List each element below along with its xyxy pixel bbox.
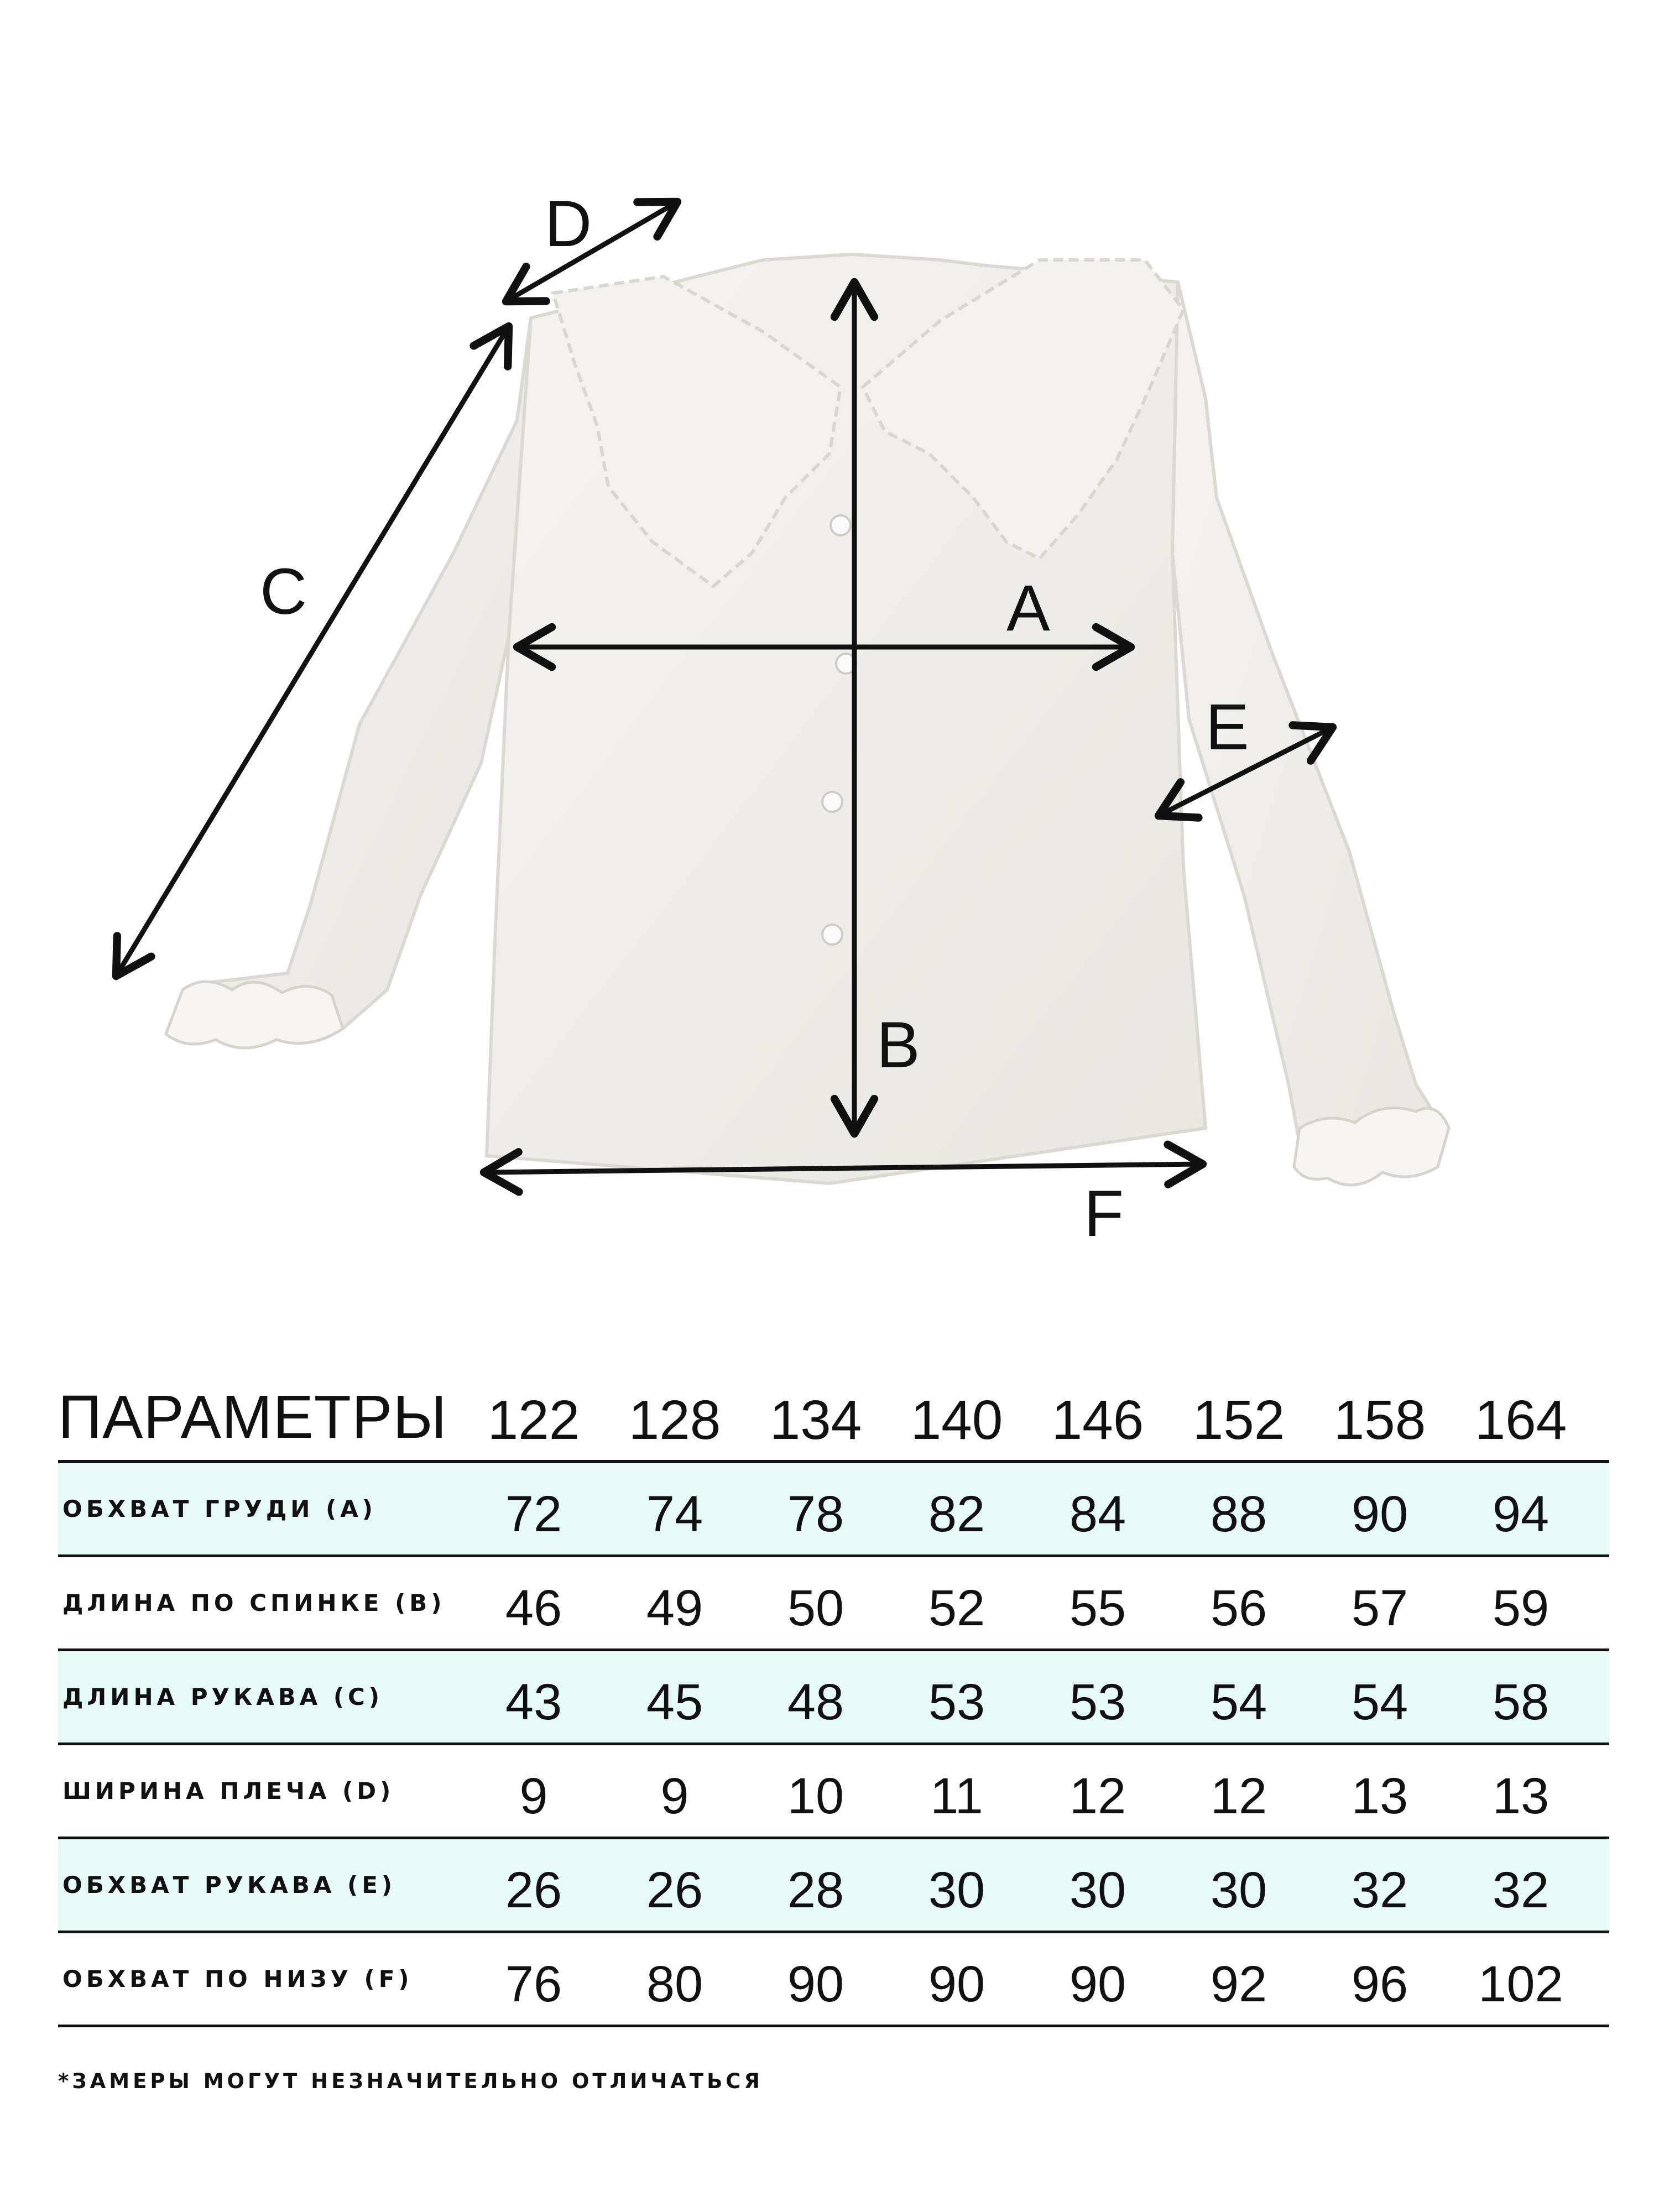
table-cell: 30 [928, 1862, 985, 1918]
table-cell: 53 [1069, 1674, 1126, 1730]
row-label: ДЛИНА РУКАВА (C) [62, 1683, 384, 1710]
table-cell: 9 [519, 1768, 548, 1824]
table-cell: 13 [1492, 1768, 1550, 1824]
row-label: ДЛИНА ПО СПИНКЕ (B) [62, 1589, 446, 1616]
table-cell: 90 [928, 1956, 985, 2012]
table-cell: 26 [505, 1862, 562, 1918]
table-cell: 90 [787, 1956, 844, 2012]
table-cell: 82 [928, 1486, 985, 1542]
table-cell: 32 [1351, 1862, 1408, 1918]
table-row [58, 1839, 1609, 1933]
size-header: 146 [1051, 1389, 1144, 1451]
measurement-disclaimer: *ЗАМЕРЫ МОГУТ НЕЗНАЧИТЕЛЬНО ОТЛИЧАТЬСЯ [58, 2069, 763, 2093]
size-header: 134 [769, 1389, 862, 1451]
table-cell: 72 [505, 1486, 562, 1542]
table-cell: 52 [928, 1580, 985, 1636]
table-cell: 45 [646, 1674, 703, 1730]
size-table [58, 1377, 1609, 2027]
table-cell: 43 [505, 1674, 562, 1730]
table-cell: 92 [1210, 1956, 1267, 2012]
table-cell: 54 [1351, 1674, 1408, 1730]
table-cell: 94 [1492, 1486, 1550, 1542]
table-row [58, 1557, 1609, 1651]
table-cell: 84 [1069, 1486, 1126, 1542]
table-row [58, 1745, 1609, 1839]
table-cell: 54 [1210, 1674, 1267, 1730]
table-cell: 28 [787, 1862, 844, 1918]
table-row [58, 1651, 1609, 1745]
table-cell: 76 [505, 1956, 562, 2012]
table-cell: 59 [1492, 1580, 1550, 1636]
table-cell: 26 [646, 1862, 703, 1918]
row-label: ОБХВАТ РУКАВА (E) [62, 1871, 397, 1898]
size-header: 140 [910, 1389, 1003, 1451]
table-cell: 90 [1069, 1956, 1126, 2012]
label-a: A [1006, 572, 1050, 645]
table-cell: 10 [787, 1768, 844, 1824]
table-cell: 53 [928, 1674, 985, 1730]
label-d: D [545, 187, 592, 260]
table-cell: 12 [1069, 1768, 1126, 1824]
table-cell: 30 [1069, 1862, 1126, 1918]
table-cell: 102 [1478, 1956, 1563, 2012]
table-cell: 58 [1492, 1674, 1550, 1730]
button-1 [831, 515, 851, 535]
table-cell: 13 [1351, 1768, 1408, 1824]
button-4 [822, 925, 842, 945]
table-cell: 32 [1492, 1862, 1550, 1918]
size-header: 122 [487, 1389, 580, 1451]
table-cell: 9 [660, 1768, 689, 1824]
table-cell: 88 [1210, 1486, 1267, 1542]
table-row [58, 1463, 1609, 1557]
button-3 [822, 792, 842, 812]
table-cell: 96 [1351, 1956, 1408, 2012]
table-cell: 78 [787, 1486, 844, 1542]
table-cell: 30 [1210, 1862, 1267, 1918]
left-cuff [166, 982, 343, 1048]
table-cell: 49 [646, 1580, 703, 1636]
size-header: 152 [1192, 1389, 1285, 1451]
table-cell: 56 [1210, 1580, 1267, 1636]
table-cell: 74 [646, 1486, 703, 1542]
label-c: C [260, 555, 307, 628]
table-cell: 90 [1351, 1486, 1408, 1542]
table-title: ПАРАМЕТРЫ [58, 1383, 447, 1451]
table-cell: 80 [646, 1956, 703, 2012]
table-cell: 12 [1210, 1768, 1267, 1824]
label-e: E [1206, 691, 1249, 764]
right-cuff [1294, 1108, 1449, 1185]
label-f: F [1084, 1177, 1124, 1250]
row-label: ШИРИНА ПЛЕЧА (D) [62, 1777, 395, 1804]
size-header: 158 [1333, 1389, 1426, 1451]
table-cell: 55 [1069, 1580, 1126, 1636]
label-b: B [877, 1009, 920, 1082]
table-row [58, 1933, 1609, 2027]
row-label: ОБХВАТ ГРУДИ (A) [62, 1495, 377, 1522]
left-sleeve [182, 318, 531, 1040]
size-header: 128 [628, 1389, 721, 1451]
table-cell: 46 [505, 1580, 562, 1636]
table-header [58, 1377, 1609, 1463]
table-cell: 48 [787, 1674, 844, 1730]
table-cell: 57 [1351, 1580, 1408, 1636]
table-cell: 50 [787, 1580, 844, 1636]
table-cell: 11 [930, 1768, 983, 1824]
blouse-illustration [166, 254, 1449, 1185]
row-label: ОБХВАТ ПО НИЗУ (F) [62, 1965, 413, 1992]
size-header: 164 [1474, 1389, 1567, 1451]
